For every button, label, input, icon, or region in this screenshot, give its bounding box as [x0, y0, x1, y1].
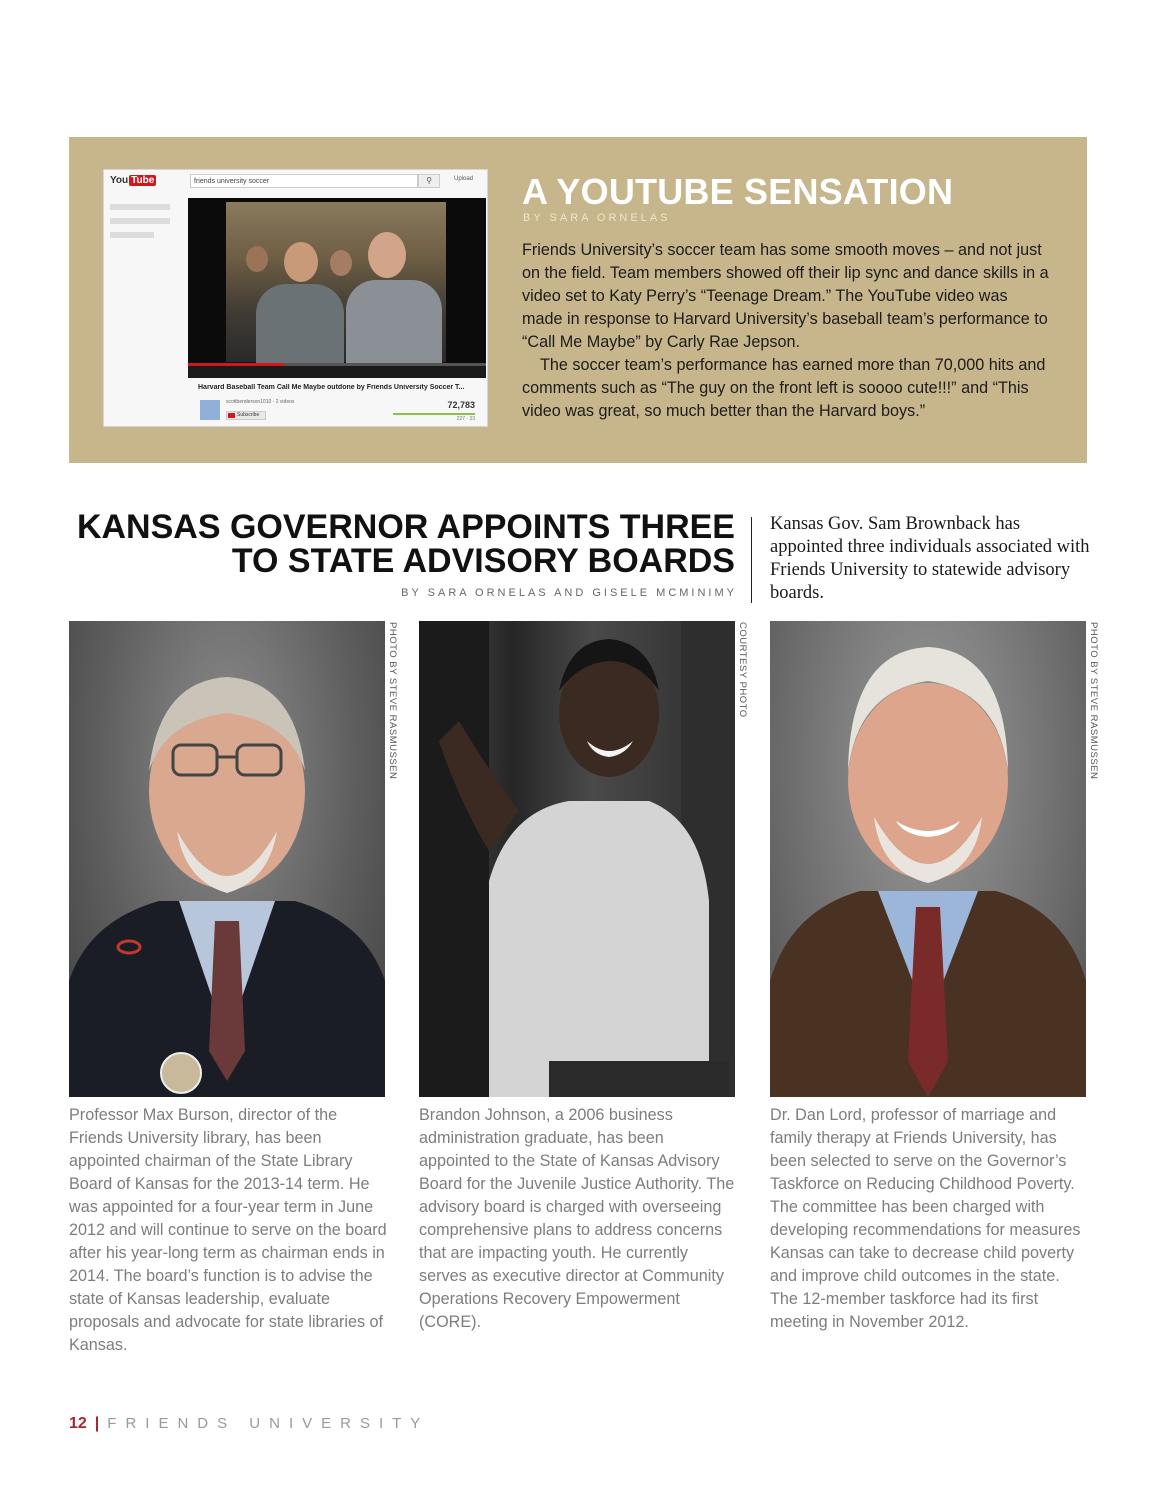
feature-body [522, 239, 1052, 423]
article-headline: KANSAS GOVERNOR APPOINTS THREE TO STATE ADVISORY BOARDS [76, 508, 735, 580]
photo-dan-lord [770, 621, 1086, 1097]
photo-credit: PHOTO BY STEVE RASMUSSEN [387, 622, 398, 780]
like-ratio-bar [393, 413, 475, 415]
headline-divider [751, 517, 752, 603]
search-icon: ⚲ [418, 174, 440, 188]
video-title: Harvard Baseball Team Call Me Maybe outdone by Friends University Soccer T... [198, 384, 465, 391]
youtube-sidebar [110, 204, 180, 246]
feature-title: A YOUTUBE SENSATION [522, 171, 954, 212]
article-deck: Kansas Gov. Sam Brownback has appointed three individuals associated with Friends University to statewide advisory boards. [770, 514, 1090, 603]
like-count: 227 · 33 [456, 416, 475, 422]
feature-paragraph: Friends University’s soccer team has some smooth moves – and not just on the field. Team members showed off their lip sync and dance skills in a video set to Katy Perry’s “Teenage Dream.” The YouTube video was made in response to Harvard University’s baseball team’s performance to “Call Me Maybe” by Carly Rae Jepson. [522, 241, 1049, 351]
youtube-video-frame [188, 198, 486, 374]
feature-byline: BY SARA ORNELAS [523, 212, 671, 224]
video-controls [188, 366, 486, 378]
caption-dan-lord: Dr. Dan Lord, professor of marriage and family therapy at Friends University, has been selected to serve on the Governor’s Taskforce on Reducing Childhood Poverty. The committee has been charged with developing recommendations for measures Kansas can take to decrease child poverty and improve child outcomes in the state. The 12-member taskforce had its first meeting in November 2012. [770, 1106, 1081, 1331]
photo-credit: PHOTO BY STEVE RASMUSSEN [1088, 622, 1099, 780]
view-count: 72,783 [447, 400, 475, 410]
video-still [226, 202, 446, 362]
publication-name: FRIENDS UNIVERSITY [107, 1415, 430, 1432]
caption-max-burson: Professor Max Burson, director of the Friends University library, has been appointed chairman of the State Library Board of Kansas for the 2013-14 term. He was appointed for a four-year term in June 2012 and will continue to serve on the board after his year-long term as chairman ends in 2014. The board’s function is to advise the state of Kansas leadership, evaluate proposals and advocate for state libraries of Kansas. [69, 1106, 387, 1354]
channel-name: scottbenderson1010 · 2 videos [226, 399, 295, 405]
channel-avatar [200, 400, 220, 420]
youtube-screenshot [103, 169, 488, 427]
photo-max-burson [69, 621, 385, 1097]
youtube-logo: You Tube [110, 175, 155, 186]
footer-separator: | [94, 1415, 100, 1432]
youtube-subscribe-icon [228, 413, 235, 418]
photo-brandon-johnson [419, 621, 735, 1097]
page-number: 12 [69, 1415, 87, 1432]
caption-brandon-johnson: Brandon Johnson, a 2006 business administration graduate, has been appointed to the State of Kansas Advisory Board for the Juvenile Justice Authority. The advisory board is charged with overseeing comprehensive plans to address concerns that are impacting youth. He currently serves as executive director at Community Operations Recovery Empowerment (CORE). [419, 1106, 735, 1331]
feature-paragraph: The soccer team’s performance has earned more than 70,000 hits and comments such as “The guy on the front left is soooo cute!!!” and “This video was great, so much better than the Harvard boys.” [522, 356, 1046, 420]
subscribe-button: Subscribe [226, 411, 266, 420]
youtube-search-field: friends university soccer [190, 174, 418, 188]
photo-credit: COURTESY PHOTO [737, 622, 748, 718]
article-byline: BY SARA ORNELAS AND GISELE MCMINIMY [401, 587, 737, 599]
page-footer [69, 1415, 429, 1433]
youtube-upload-label: Upload [454, 176, 474, 182]
